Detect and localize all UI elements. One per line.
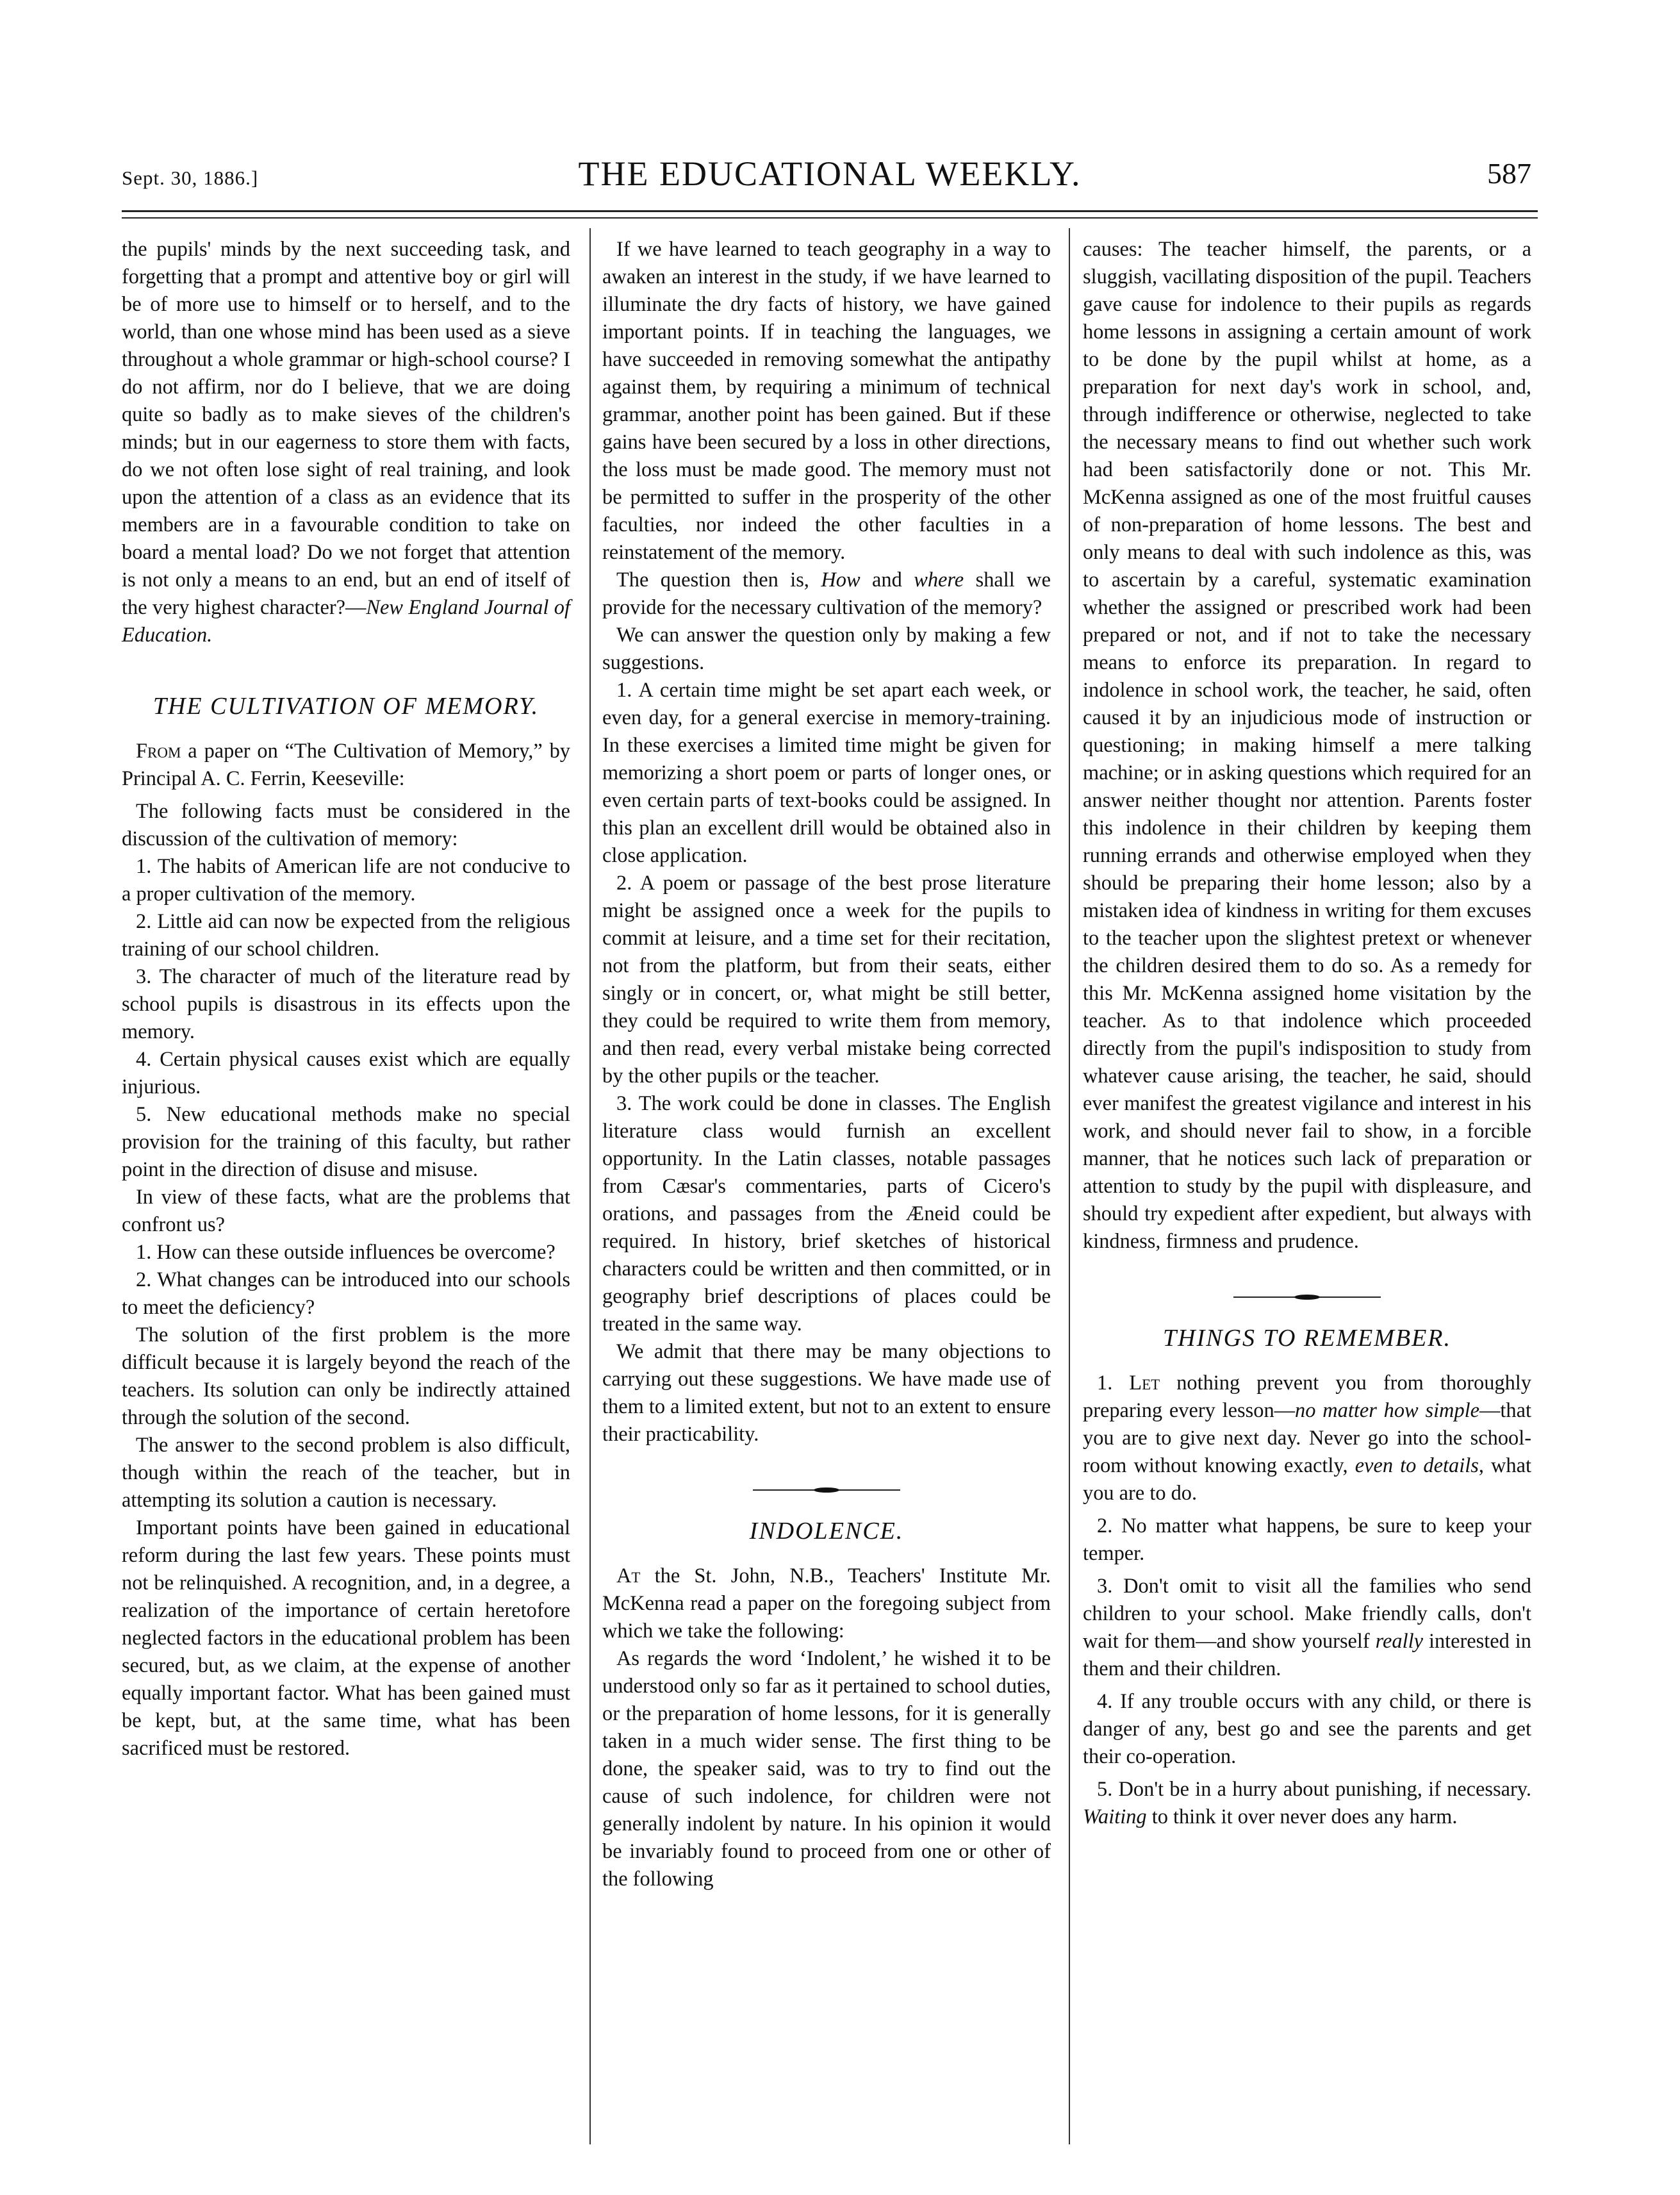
list-item <box>1083 1573 1531 1683</box>
paragraph-text: nothing prevent you from thoroughly preparing every lesson— <box>1083 1371 1531 1422</box>
header-rule-thin <box>122 217 1538 219</box>
paragraph-text: interested in them and their children. <box>1083 1630 1531 1680</box>
list-item: 3. The character of much of the literature read by school pupils is disastrous in its effects upon the memory. <box>122 965 570 1043</box>
list-item <box>1083 1776 1531 1831</box>
paragraph-text: , what you are to do. <box>1083 1454 1531 1505</box>
source-citation: New England Journal of Education. <box>122 596 570 647</box>
list-item: 5. New educational methods make no special provision for the training of this faculty, but rather point in the direction of disuse and misuse. <box>122 1103 570 1181</box>
paragraph: As regards the word ‘Indolent,’ he wished it to be understood only so far as it pertained to school duties, or the preparation of home lessons, for it is generally taken in a much wider sense. The first thing to be done, the speaker said, was to try to find out the cause of such indolence, for children were not generally indolent by nature. In his opinion it would be invariably found to proceed from one or other of the following <box>602 1647 1051 1891</box>
page-header <box>122 154 1538 211</box>
list-item: 2. A poem or passage of the best prose literature might be assigned once a week for the pupils to commit at leisure, and a time set for their recitation, not from the platform, but from their seats, either singly or in concert, or, what might be still better, they could be required to write them from memory, and then read, every verbal mistake being corrected by the other pupils or the teacher. <box>602 872 1051 1088</box>
paragraph: The answer to the second problem is also difficult, though within the reach of the teacher, but in attempting its solution a caution is necessary. <box>122 1434 570 1512</box>
journal-title: THE EDUCATIONAL WEEKLY. <box>578 154 1082 193</box>
emphasis: Waiting <box>1083 1805 1147 1828</box>
section-heading: THINGS TO REMEMBER. <box>1163 1325 1451 1352</box>
lead-word: From <box>136 740 181 763</box>
paragraph-text: shall we provide for the necessary cultivation of the memory? <box>602 568 1051 619</box>
column-divider <box>589 228 591 2144</box>
list-item: 3. The work could be done in classes. The English literature class would furnish an excellent opportunity. In the Latin classes, notable passages from Cæsar's commentaries, parts of Cicero's orations, and passages from the Æneid could be required. In history, brief sketches of historical characters could be written and then committed, or in geography brief descriptions of places could be treated in the same way. <box>602 1092 1051 1336</box>
list-item: 1. A certain time might be set apart each week, or even day, for a general exercise in memory-training. In these exercises a limited time might be given for memorizing a short poem or parts of longer ones, or even certain parts of text-books could be assigned. In this plan an excellent drill would be obtained also in close application. <box>602 679 1051 867</box>
paragraph <box>122 236 570 649</box>
paragraph: The solution of the first problem is the more difficult because it is largely beyond the reach of the teachers. Its solution can only be indirectly attained through the solution of the second. <box>122 1323 570 1429</box>
list-item: 4. If any trouble occurs with any child, or there is danger of any, best go and see the parents and get their co-operation. <box>1083 1690 1531 1768</box>
lead-word: Let <box>1129 1371 1160 1395</box>
column-2 <box>602 236 1051 1893</box>
paragraph-text: a paper on “The Cultivation of Memory,” by Principal A. C. Ferrin, Keeseville: <box>122 740 570 790</box>
emphasis: no matter how simple <box>1295 1399 1480 1422</box>
column-1 <box>122 236 570 1762</box>
section-heading: THE CULTIVATION OF MEMORY. <box>152 693 539 720</box>
paragraph-text: The question then is, <box>616 568 821 592</box>
paragraph-text: 5. Don't be in a hurry about punishing, if necessary. <box>1097 1778 1531 1801</box>
emphasis: How <box>821 568 861 592</box>
lead-word: At <box>616 1564 641 1587</box>
item-number: 1. <box>1097 1371 1130 1395</box>
paragraph-text: to think it over never does any harm. <box>1146 1805 1458 1828</box>
column-divider <box>1069 228 1070 2144</box>
paragraph: causes: The teacher himself, the parents, or a sluggish, vacillating disposition of the pupil. Teachers gave cause for indolence to their pupils as regards home lessons in assigning a certain amount of work to be done by the pupil whilst at home, as a preparation for next day's work in school, and, through indifference or otherwise, neglected to take the necessary means to find out whether such work had been satisfactorily done or not. This Mr. McKenna assigned as one of the most fruitful causes of non-preparation of home lessons. The best and only means to deal with such indolence as this, was to ascertain by a careful, systematic examination whether the assigned or prescribed work had been prepared or not, and if not to take the necessary means to enforce its preparation. In regard to indolence in school work, the teacher, he said, often caused it by an injudicious mode of instruction or questioning; in making himself a mere talking machine; or in asking questions which required for an answer neither thought nor attention. Parents foster this indolence in their children by keeping them running errands and otherwise employed when they should be preparing their home lesson; also by a mistaken idea of kindness in writing for them excuses to the teacher upon the slightest pretext or whenever the children desired them to do so. As a remedy for this Mr. McKenna assigned home visitation by the teacher. As to that indolence which proceeded directly from the pupil's indisposition to study from whatever cause arising, the teacher, he said, should ever manifest the greatest vigilance and interest in his work, and should never fail to show, in a forcible manner, that he notices such lack of preparation or attention to study by the pupil with displeasure, and should try expedient after expedient, but always with kindness, firmness and prudence. <box>1083 238 1531 1253</box>
paragraph-text: and <box>860 568 914 592</box>
emphasis: even to details <box>1355 1454 1479 1477</box>
paragraph: In view of these facts, what are the problems that confront us? <box>122 1186 570 1236</box>
emphasis: really <box>1375 1630 1424 1653</box>
paragraph-text: the pupils' minds by the next succeeding task, and forgetting that a prompt and attentive boy or girl will be of more use to himself or to herself, and to the world, than one whose mind has been used as a sieve throughout a whole grammar or high-school course? I do not affirm, nor do I believe, that we are doing quite so badly as to make sieves of the children's minds; but in our eagerness to store them with facts, do we not often lose sight of real training, and look upon the attention of a class as an evidence that its members are in a favourable condition to take on board a mental load? Do we not forget that attention is not only a means to an end, but an end of itself of the very highest character?— <box>122 238 570 619</box>
paragraph: We admit that there may be many objections to carrying out these suggestions. We have made use of them to a limited extent, but not to an extent to ensure their practicability. <box>602 1340 1051 1446</box>
paragraph-text: —that you are to give next day. Never go into the school-room without knowing exactly, <box>1083 1399 1531 1477</box>
paragraph: If we have learned to teach geography in a way to awaken an interest in the study, if we have learned to illuminate the dry facts of history, we have gained important points. If in teaching the languages, we have succeeded in removing somewhat the antipathy against them, by requiring a minimum of technical grammar, another point has been gained. But if these gains have been secured by a loss in other directions, the loss must be made good. The memory must not be permitted to suffer in the prosperity of the other faculties, nor indeed the other faculties in a reinstatement of the memory. <box>602 238 1051 564</box>
list-item: 2. What changes can be introduced into our schools to meet the deficiency? <box>122 1268 570 1319</box>
list-item: 2. Little aid can now be expected from the religious training of our school children. <box>122 910 570 961</box>
section-heading: INDOLENCE. <box>749 1518 904 1545</box>
section-divider <box>1233 1293 1381 1302</box>
paragraph: We can answer the question only by making a few suggestions. <box>602 624 1051 674</box>
page-number: 587 <box>1487 157 1531 190</box>
paragraph <box>122 738 570 793</box>
column-3 <box>1083 236 1531 1831</box>
list-item: 4. Certain physical causes exist which are equally injurious. <box>122 1048 570 1098</box>
paragraph: Important points have been gained in educational reform during the last few years. These points must not be relinquished. A recognition, and, in a degree, a realization of the importance of certain heretofore neglected factors in the educational problem has been secured, but, as we claim, at the expense of another equally important factor. What has been gained must be kept, but, at the same time, what has been sacrificed must be restored. <box>122 1516 570 1760</box>
list-item: 1. How can these outside influences be overcome? <box>136 1241 556 1264</box>
paragraph <box>602 1562 1051 1645</box>
paragraph-text: 3. Don't omit to visit all the families who send children to your school. Make friendly calls, don't wait for them—and show yourself <box>1083 1575 1531 1653</box>
header-rule <box>122 210 1538 212</box>
list-item: 2. No matter what happens, be sure to keep your temper. <box>1083 1514 1531 1565</box>
paragraph <box>602 567 1051 622</box>
paragraph-text: the St. John, N.B., Teachers' Institute Mr. McKenna read a paper on the foregoing subject from which we take the following: <box>602 1564 1051 1643</box>
list-item <box>1083 1370 1531 1507</box>
section-divider <box>753 1486 900 1495</box>
issue-date: Sept. 30, 1886.] <box>122 167 259 189</box>
emphasis: where <box>914 568 964 592</box>
paragraph: The following facts must be considered in the discussion of the cultivation of memory: <box>122 800 570 850</box>
list-item: 1. The habits of American life are not conducive to a proper cultivation of the memory. <box>122 855 570 906</box>
